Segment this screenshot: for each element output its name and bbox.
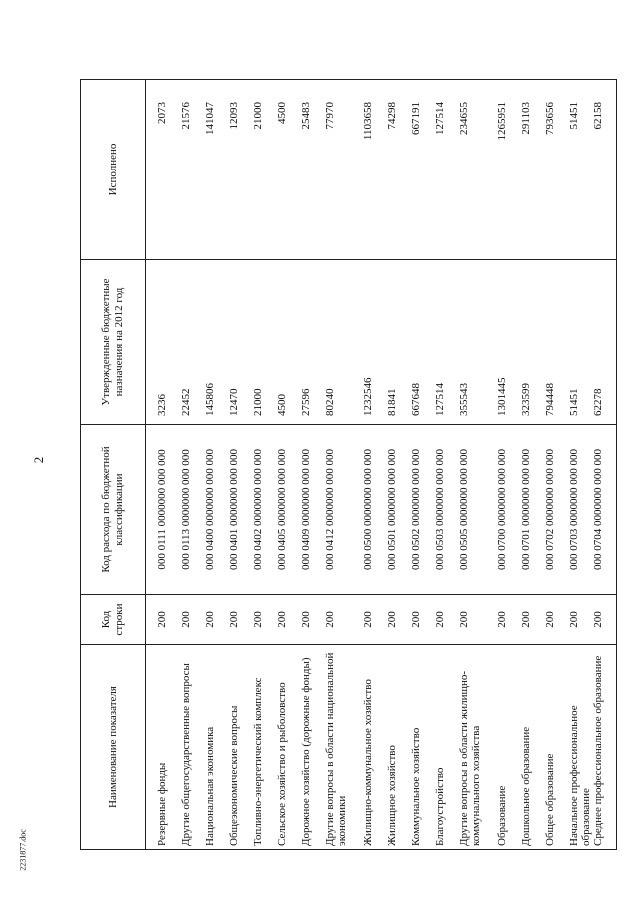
cell-name: Дошкольное образование: [520, 645, 544, 850]
document-file-id: 2231877.doc: [18, 829, 28, 871]
table-row: [568, 80, 592, 850]
cell-approved: 81841: [386, 260, 410, 425]
cell-executed: 77970: [324, 80, 354, 260]
spacer-cell: [488, 260, 496, 425]
cell-approved: 80240: [324, 260, 354, 425]
cell-approved: 3236: [146, 260, 181, 425]
cell-executed: 291103: [520, 80, 544, 260]
table-row: [180, 80, 204, 850]
budget-table-container: [80, 80, 605, 850]
table-row: [386, 80, 410, 850]
cell-approved: 21000: [252, 260, 276, 425]
cell-executed: 74298: [386, 80, 410, 260]
cell-approved: 12470: [228, 260, 252, 425]
cell-approved: 355543: [458, 260, 488, 425]
cell-approved: 27596: [300, 260, 324, 425]
spacer-cell: [354, 260, 362, 425]
table-header-row: [81, 80, 146, 850]
cell-budget-code: 000 0409 0000000 000 000: [300, 425, 324, 595]
cell-line-code: 200: [496, 595, 520, 645]
cell-approved: 22452: [180, 260, 204, 425]
cell-approved: 127514: [434, 260, 458, 425]
cell-executed: 62158: [592, 80, 617, 260]
cell-name: Начальное профессиональное образование: [568, 645, 592, 850]
table-row: [252, 80, 276, 850]
cell-line-code: 200: [146, 595, 181, 645]
cell-executed: 21576: [180, 80, 204, 260]
cell-budget-code: 000 0401 0000000 000 000: [228, 425, 252, 595]
cell-approved: 145806: [204, 260, 228, 425]
cell-executed: 21000: [252, 80, 276, 260]
header-executed: Исполнено: [81, 80, 146, 260]
spacer-cell: [354, 80, 362, 260]
cell-executed: 12093: [228, 80, 252, 260]
cell-budget-code: 000 0113 0000000 000 000: [180, 425, 204, 595]
cell-executed: 141047: [204, 80, 228, 260]
page-number: 2: [31, 456, 46, 464]
cell-budget-code: 000 0412 0000000 000 000: [324, 425, 354, 595]
table-row: [520, 80, 544, 850]
cell-line-code: 200: [568, 595, 592, 645]
table-row: [434, 80, 458, 850]
rotated-table-layer: [80, 80, 605, 850]
cell-name: Жилищное хозяйство: [386, 645, 410, 850]
table-row: [410, 80, 434, 850]
cell-budget-code: 000 0500 0000000 000 000: [362, 425, 386, 595]
cell-budget-code: 000 0405 0000000 000 000: [276, 425, 300, 595]
header-name: Наименование показателя: [81, 645, 146, 850]
spacer-cell: [488, 425, 496, 595]
cell-budget-code: 000 0502 0000000 000 000: [410, 425, 434, 595]
cell-approved: 1232546: [362, 260, 386, 425]
header-line-code: Код строки: [81, 595, 146, 645]
cell-budget-code: 000 0402 0000000 000 000: [252, 425, 276, 595]
cell-line-code: 200: [386, 595, 410, 645]
cell-budget-code: 000 0505 0000000 000 000: [458, 425, 488, 595]
spacer-cell: [488, 645, 496, 850]
cell-name: Другие общегосударственные вопросы: [180, 645, 204, 850]
cell-line-code: 200: [204, 595, 228, 645]
cell-line-code: 200: [544, 595, 568, 645]
cell-approved: 667648: [410, 260, 434, 425]
table-row: [362, 80, 386, 850]
cell-budget-code: 000 0703 0000000 000 000: [568, 425, 592, 595]
cell-executed: 667191: [410, 80, 434, 260]
cell-executed: 1265951: [496, 80, 520, 260]
cell-name: Другие вопросы в области национальной экономики: [324, 645, 354, 850]
cell-line-code: 200: [520, 595, 544, 645]
cell-name: Коммунальное хозяйство: [410, 645, 434, 850]
spacer-cell: [488, 595, 496, 645]
table-row: [544, 80, 568, 850]
table-row: [146, 80, 181, 850]
cell-line-code: 200: [252, 595, 276, 645]
cell-budget-code: 000 0702 0000000 000 000: [544, 425, 568, 595]
cell-name: Общеэкономические вопросы: [228, 645, 252, 850]
cell-line-code: 200: [276, 595, 300, 645]
table-spacer-row: [488, 80, 496, 850]
cell-name: Дорожное хозяйство (дорожные фонды): [300, 645, 324, 850]
cell-name: Другие вопросы в области жилищно-коммунального хозяйства: [458, 645, 488, 850]
cell-name: Топливно-энергетический комплекс: [252, 645, 276, 850]
cell-executed: 234655: [458, 80, 488, 260]
cell-executed: 51451: [568, 80, 592, 260]
table-row: [324, 80, 354, 850]
cell-budget-code: 000 0701 0000000 000 000: [520, 425, 544, 595]
cell-approved: 51451: [568, 260, 592, 425]
cell-name: Благоустройство: [434, 645, 458, 850]
cell-budget-code: 000 0400 0000000 000 000: [204, 425, 228, 595]
header-approved: Утвержденные бюджетные назначения на 2012 год: [81, 260, 146, 425]
cell-executed: 127514: [434, 80, 458, 260]
cell-name: Образование: [496, 645, 520, 850]
spacer-cell: [354, 595, 362, 645]
cell-line-code: 200: [362, 595, 386, 645]
cell-name: Жилищно-коммунальное хозяйство: [362, 645, 386, 850]
cell-approved: 4500: [276, 260, 300, 425]
cell-approved: 62278: [592, 260, 617, 425]
cell-name: Резервные фонды: [146, 645, 181, 850]
cell-executed: 4500: [276, 80, 300, 260]
cell-line-code: 200: [228, 595, 252, 645]
table-row: [228, 80, 252, 850]
cell-line-code: 200: [300, 595, 324, 645]
cell-name: Сельское хозяйство и рыболовство: [276, 645, 300, 850]
cell-budget-code: 000 0111 0000000 000 000: [146, 425, 181, 595]
cell-line-code: 200: [458, 595, 488, 645]
cell-executed: 2073: [146, 80, 181, 260]
cell-line-code: 200: [324, 595, 354, 645]
cell-executed: 25483: [300, 80, 324, 260]
header-budget-code: Код расхода по бюджетной классификации: [81, 425, 146, 595]
cell-executed: 1103658: [362, 80, 386, 260]
table-row: [204, 80, 228, 850]
cell-line-code: 200: [180, 595, 204, 645]
cell-line-code: 200: [434, 595, 458, 645]
cell-budget-code: 000 0501 0000000 000 000: [386, 425, 410, 595]
table-row: [458, 80, 488, 850]
cell-line-code: 200: [592, 595, 617, 645]
cell-budget-code: 000 0503 0000000 000 000: [434, 425, 458, 595]
table-row: [592, 80, 617, 850]
table-row: [496, 80, 520, 850]
cell-approved: 1301445: [496, 260, 520, 425]
budget-execution-table: [80, 79, 617, 850]
spacer-cell: [488, 80, 496, 260]
cell-executed: 793656: [544, 80, 568, 260]
table-spacer-row: [354, 80, 362, 850]
table-row: [276, 80, 300, 850]
cell-name: Национальная экономика: [204, 645, 228, 850]
cell-name: Среднее профессиональное образование: [592, 645, 617, 850]
cell-budget-code: 000 0704 0000000 000 000: [592, 425, 617, 595]
spacer-cell: [354, 425, 362, 595]
cell-budget-code: 000 0700 0000000 000 000: [496, 425, 520, 595]
table-row: [300, 80, 324, 850]
cell-name: Общее образование: [544, 645, 568, 850]
cell-approved: 794448: [544, 260, 568, 425]
spacer-cell: [354, 645, 362, 850]
cell-line-code: 200: [410, 595, 434, 645]
cell-approved: 323599: [520, 260, 544, 425]
